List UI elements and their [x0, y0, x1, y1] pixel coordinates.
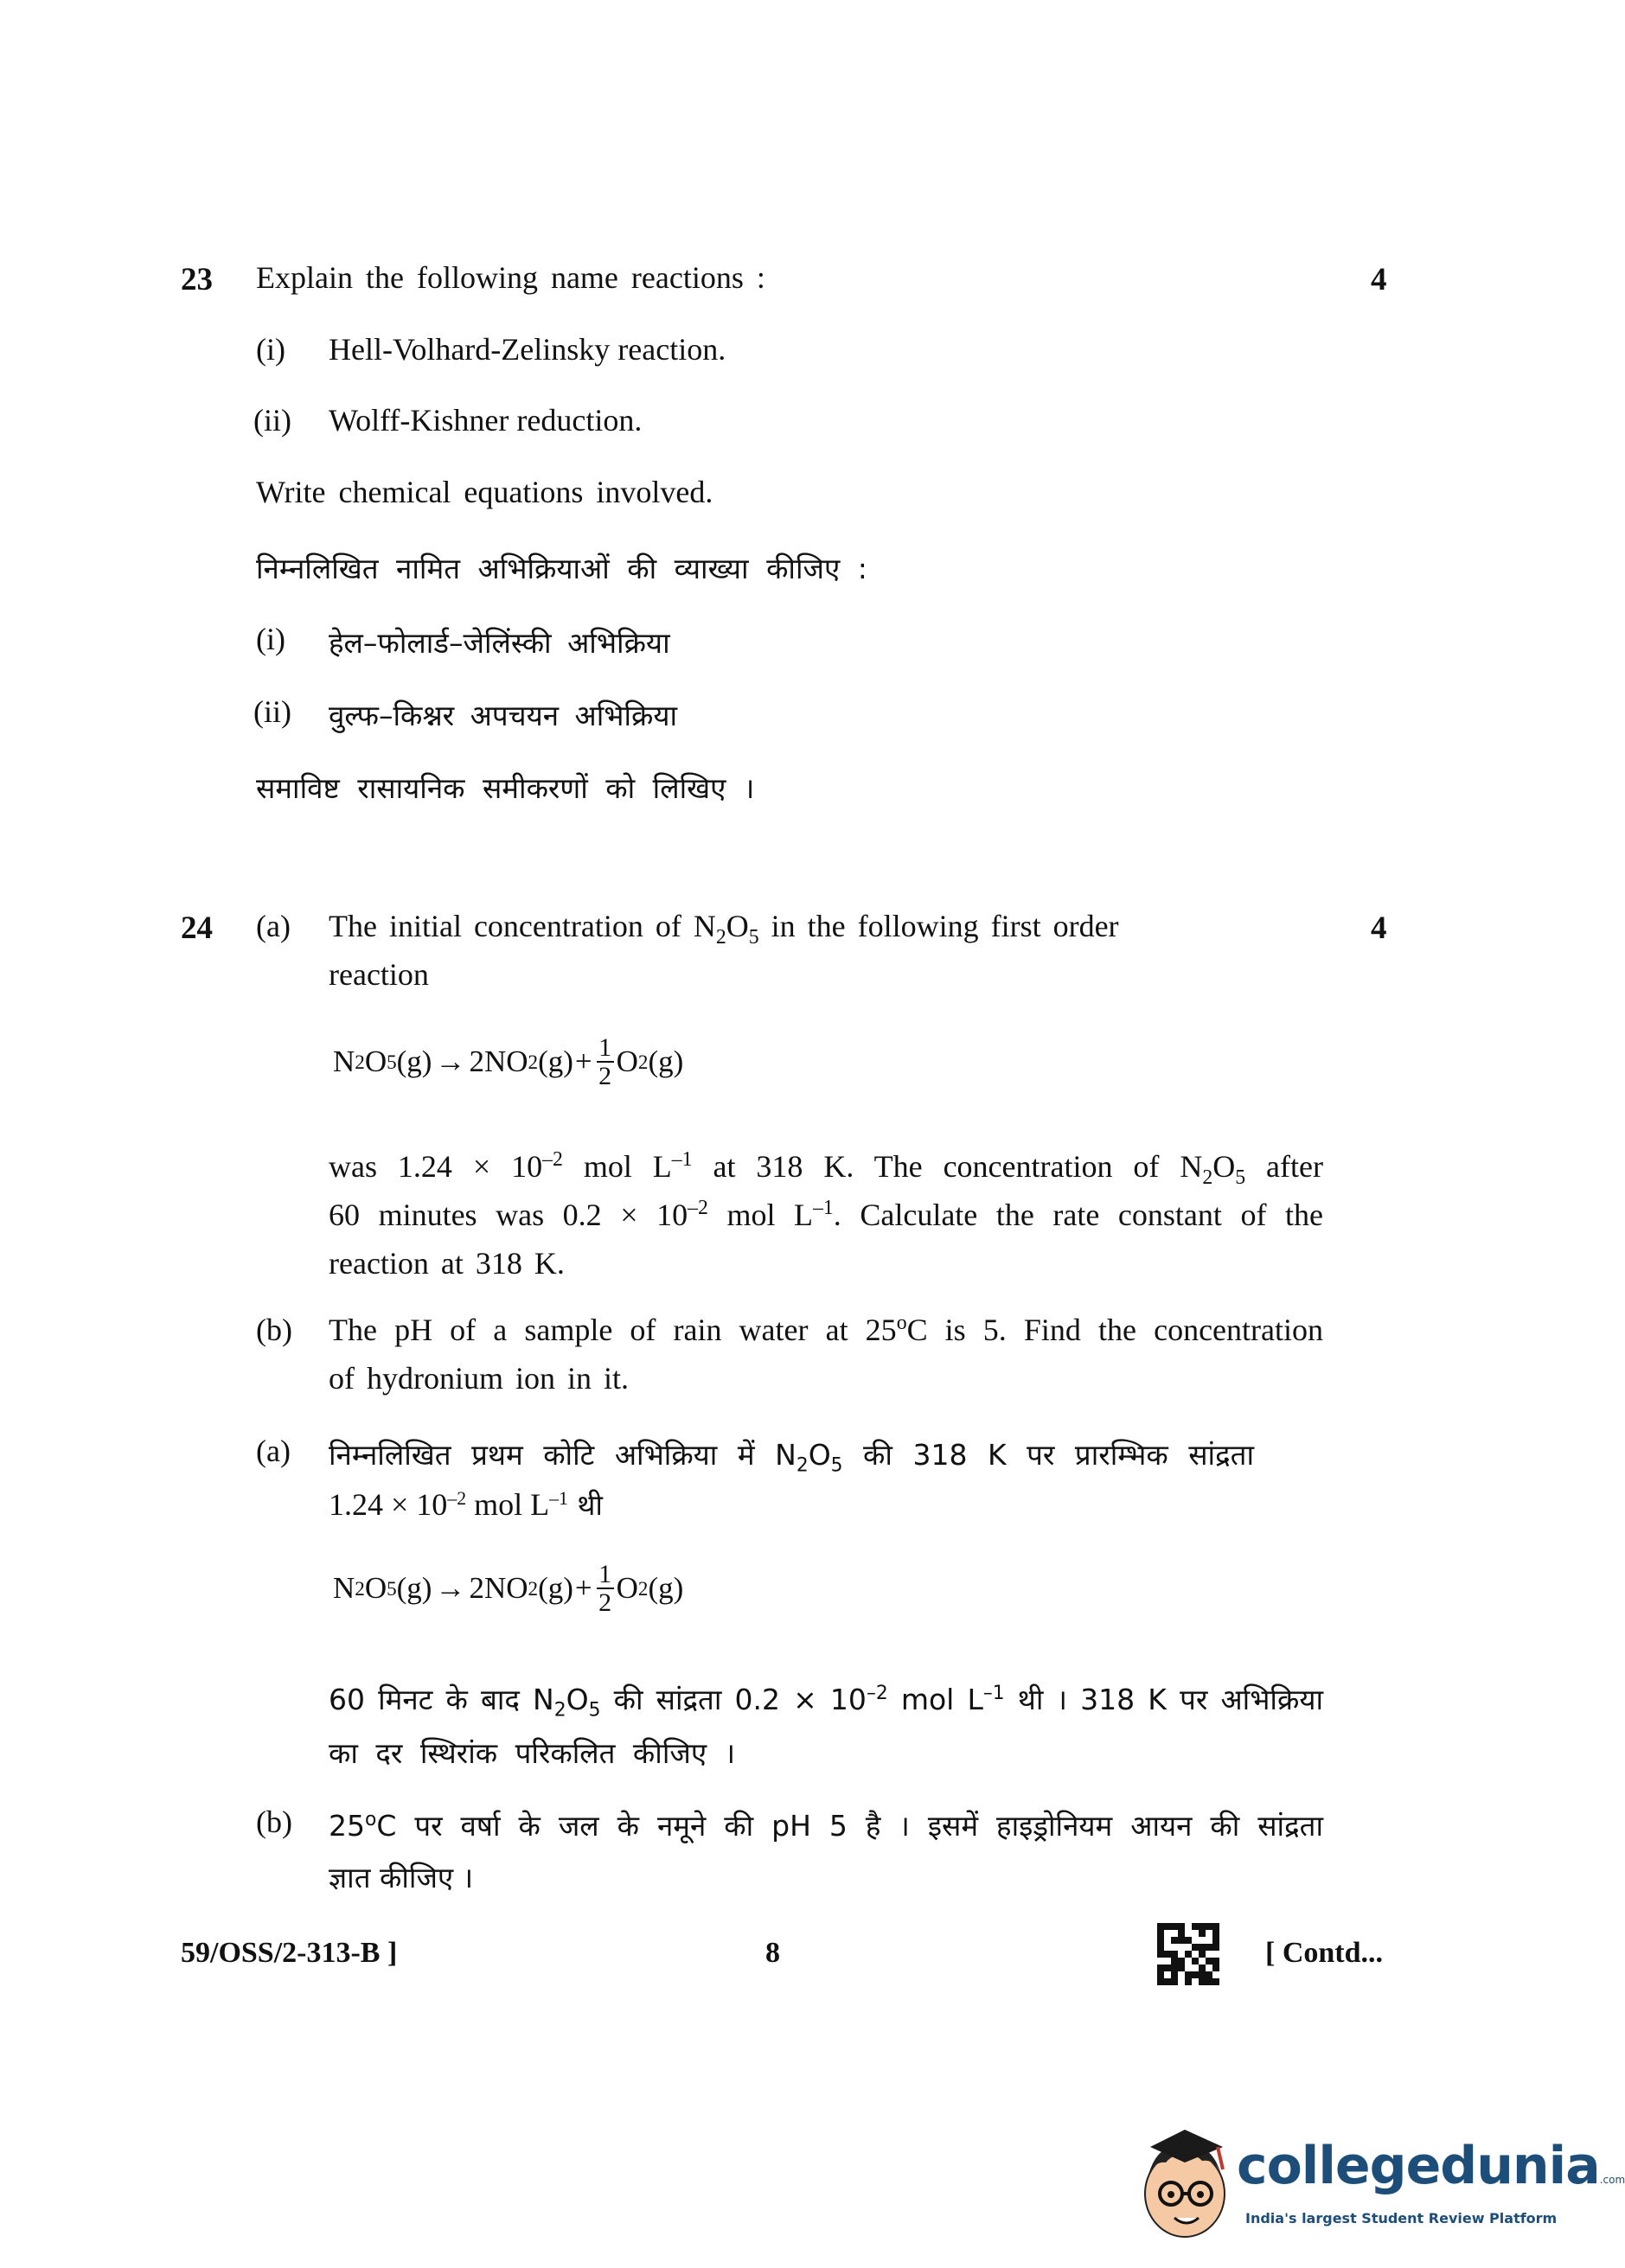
item-text: Wolff-Kishner reduction.	[329, 403, 643, 438]
instruction-text: Write chemical equations involved.	[256, 475, 713, 509]
part-a-line-2: reaction	[329, 957, 429, 992]
hindi-part-a-line-1: निम्नलिखित प्रथम कोटि अभिक्रिया में $N_2O_5$ की 318 K पर प्रारम्भिक सांद्रता	[329, 1438, 1254, 1477]
hindi-item-text: वुल्फ–किश्नर अपचयन अभिक्रिया	[329, 699, 678, 732]
part-label-b: (b)	[256, 1313, 292, 1347]
continued-label: [ Contd...	[1265, 1937, 1384, 1969]
hindi-part-a-line-4: का दर स्थिरांक परिकलित कीजिए ।	[329, 1736, 736, 1770]
part-label-b: (b)	[256, 1805, 292, 1839]
logo-tagline: India's largest Student Review Platform	[1245, 2210, 1558, 2226]
item-label: (ii)	[253, 694, 291, 729]
part-a-line-4: 60 minutes was $0.2 \times 10^{-2}$ mol $L^{-1}$. Calculate the rate constant of the	[329, 1197, 1323, 1232]
collegedunia-logo	[1237, 2136, 1625, 2196]
question-number-24: 24	[181, 910, 213, 946]
reaction-equation-1: N 2 O 5 (g) → 2NO 2 (g) + $\frac{1}{2}$ O 2 (g)	[333, 1032, 684, 1090]
hindi-question-23: निम्नलिखित नामित अभिक्रियाओं की व्याख्या कीजिए :	[256, 552, 867, 585]
reaction-equation-2: N 2 O 5 (g) → 2NO 2 (g) + $\frac{1}{2}$ O 2 (g)	[333, 1559, 684, 1617]
qr-code-icon	[1157, 1923, 1219, 1985]
question-23-text: Explain the following name reactions :	[256, 260, 765, 295]
hindi-instruction: समाविष्ट रासायनिक समीकरणों को लिखिए ।	[256, 771, 755, 805]
part-b-line-2: of hydronium ion in it.	[329, 1361, 629, 1396]
part-label-a: (a)	[256, 1434, 291, 1468]
logo-wordmark: collegedunia	[1237, 2136, 1600, 2196]
part-a-line-5: reaction at 318 K.	[329, 1246, 565, 1281]
page-number: 8	[765, 1937, 780, 1969]
part-a-line-3: was $1.24 \times 10^{-2}$ mol $L^{-1}$ at 318 K. The concentration of $N_2O_5$ after	[329, 1148, 1323, 1190]
hindi-item-text: हेल–फोलार्ड–जेलिंस्की अभिक्रिया	[329, 626, 670, 660]
fraction-half: $\frac{1}{2}$	[597, 1561, 614, 1617]
question-24-marks: 4	[1371, 910, 1387, 946]
item-text: Hell-Volhard-Zelinsky reaction.	[329, 332, 726, 367]
item-label: (i)	[256, 622, 285, 656]
paper-code: 59/OSS/2-313-B ]	[181, 1937, 398, 1969]
hindi-part-a-line-2: $1.24 \times 10^{-2}$ mol $L^{-1}$ थी	[329, 1487, 603, 1522]
part-label-a: (a)	[256, 909, 291, 943]
collegedunia-mascot-icon	[1133, 2114, 1237, 2244]
hindi-part-a-line-3: 60 मिनट के बाद $N_2O_5$ की सांद्रता $0.2 \times 10^{-2}$ mol $L^{-1}$ थी । 318 K पर अभिक्रिया	[329, 1683, 1324, 1722]
hindi-part-b-line-1: 25$^o$C पर वर्षा के जल के नमूने की pH 5 है । इसमें हाइड्रोनियम आयन की सांद्रता	[329, 1809, 1323, 1843]
question-number-23: 23	[181, 262, 213, 297]
question-23-marks: 4	[1371, 262, 1387, 297]
fraction-half: $\frac{1}{2}$	[597, 1034, 614, 1090]
item-label: (i)	[256, 332, 285, 367]
logo-tld: .com	[1599, 2174, 1625, 2186]
part-b-line-1: The pH of a sample of rain water at 25$^o$C is 5. Find the concentration	[329, 1312, 1323, 1347]
hindi-part-b-line-2: ज्ञात कीजिए ।	[329, 1861, 474, 1894]
part-a-line-1: The initial concentration of $N_2O_5$ in the following first order	[329, 909, 1119, 949]
item-label: (ii)	[253, 403, 291, 438]
